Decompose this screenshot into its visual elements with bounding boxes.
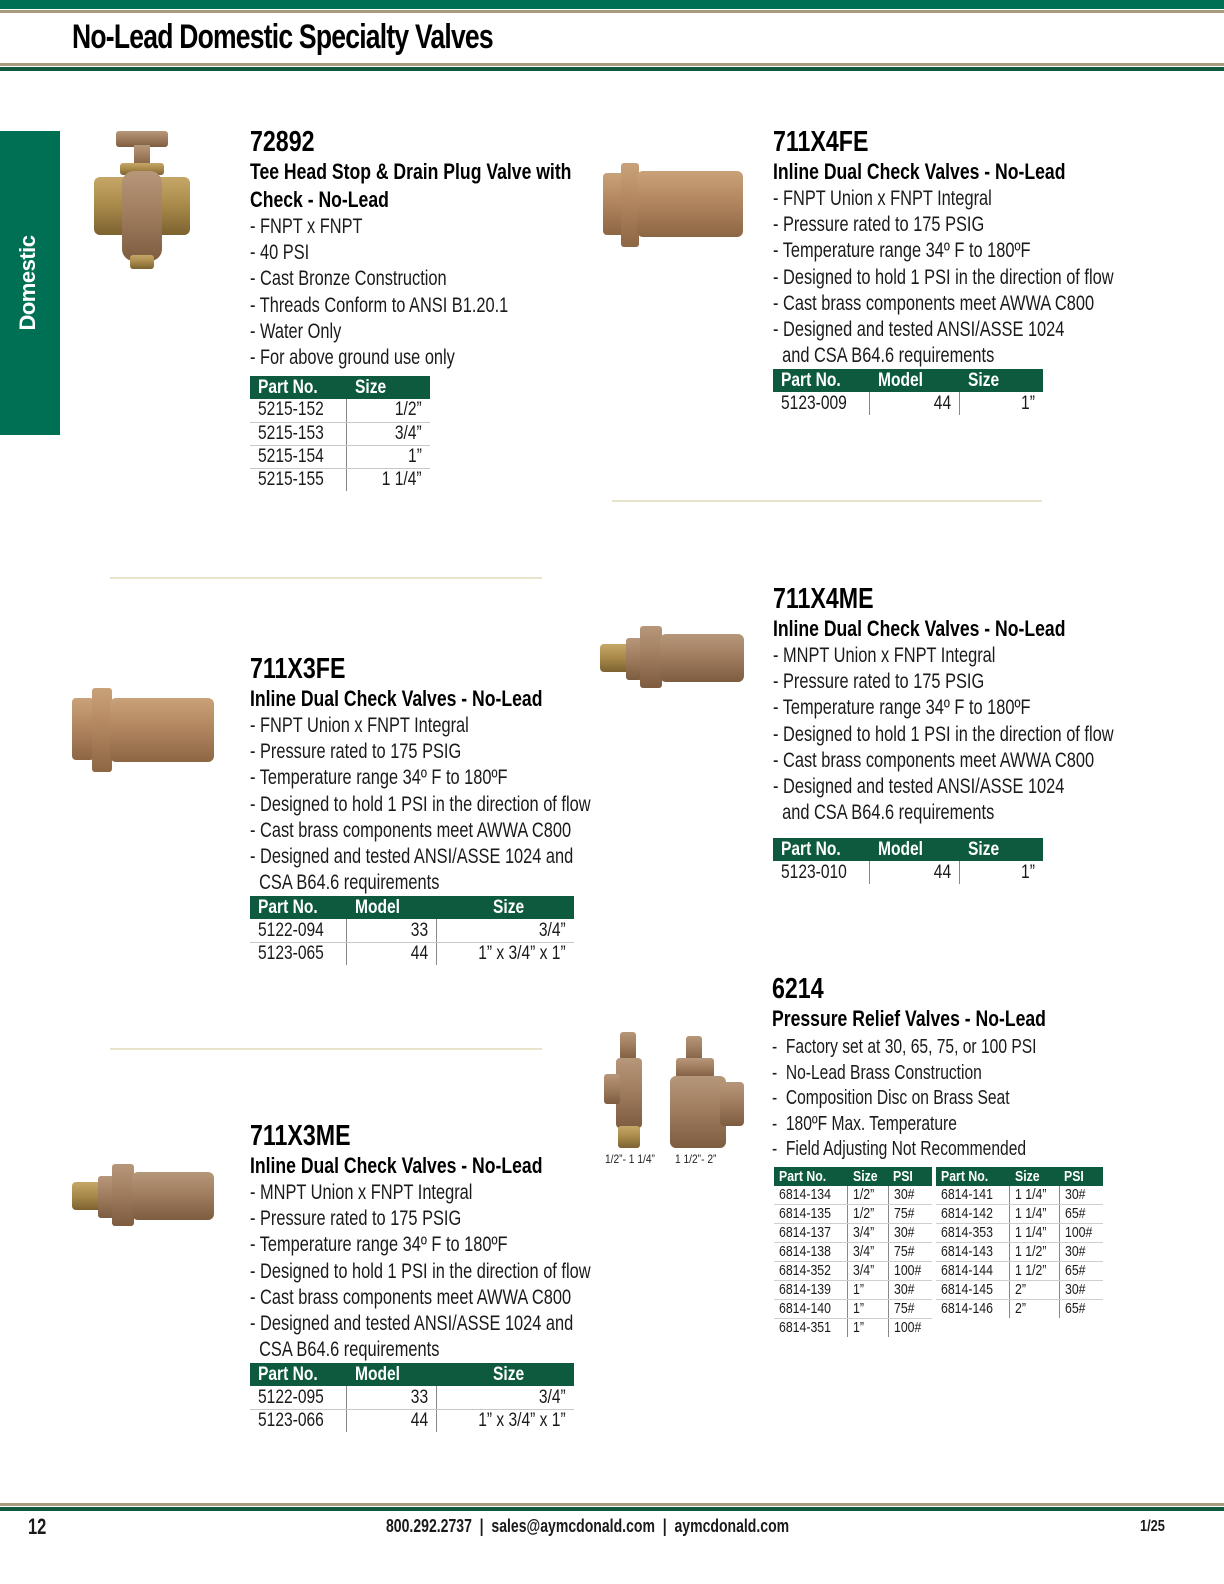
table-row: 5122-095 33 3/4” [250,1386,574,1409]
footer-contact: 800.292.2737 | sales@aymcdonald.com | aymcdonald.com [386,1516,790,1536]
product-code: 6214 [772,973,824,1005]
table-row: 6814-145 2” 30# [936,1281,1103,1300]
product-image-dual-check-fnpt-union [603,163,743,247]
header-band-tan [0,10,1224,13]
feature-item: - Designed and tested ANSI/ASSE 1024 and [250,844,574,868]
feature-item: - Cast brass components meet AWWA C800 [773,291,1095,315]
product-image-dual-check-mnpt-union [72,1164,214,1228]
feature-item: - Threads Conform to ANSI B1.20.1 [250,293,509,317]
section-divider [110,577,542,579]
feature-item: - Designed to hold 1 PSI in the direction of flow [250,1259,591,1283]
feature-item: - Designed to hold 1 PSI in the direction of flow [773,722,1114,746]
header-divider-green [0,67,1224,71]
feature-item: - Designed and tested ANSI/ASSE 1024 and [250,1311,574,1335]
product-code: 711X4FE [773,126,869,158]
feature-item: - Pressure rated to 175 PSIG [773,213,985,237]
product-image-pressure-relief-small [604,1032,654,1150]
feature-item: CSA B64.6 requirements [250,1338,440,1362]
column-header: Model [347,1363,437,1386]
table-row: 6814-135 1/2” 75# [774,1205,932,1224]
footer-divider-tan [0,1503,1224,1506]
column-header: PSI [888,1167,932,1186]
table-row: 5123-066 44 1” x 3/4” x 1” [250,1409,574,1432]
table-row: 6814-144 1 1/2” 65# [936,1262,1103,1281]
feature-item: - FNPT Union x FNPT Integral [250,714,469,737]
image-caption: 1 1/2”- 2” [675,1152,717,1166]
table-row: 6814-143 1 1/2” 30# [936,1243,1103,1262]
feature-item: - Temperature range 34º F to 180ºF [773,696,1031,720]
feature-item: - MNPT Union x FNPT Integral [250,1181,473,1204]
section-divider [612,500,1042,502]
product-image-dual-check-fnpt-union [72,688,214,772]
column-header: Size [437,896,574,919]
feature-item: - Designed to hold 1 PSI in the direction of flow [773,265,1114,289]
feature-item: - Temperature range 34º F to 180ºF [250,1233,508,1257]
table-row: 6814-141 1 1/4” 30# [936,1186,1103,1205]
page-title: No-Lead Domestic Specialty Valves [72,18,493,56]
parts-table-right [936,1167,1103,1318]
table-row: 5215-155 1 1/4” [250,468,430,491]
column-header: Size [960,369,1043,392]
column-header: PSI [1059,1167,1103,1186]
column-header: Size [960,838,1043,861]
table-row: 6814-139 1” 30# [774,1281,932,1300]
table-row: 6814-140 1” 75# [774,1300,932,1319]
table-row: 5215-154 1” [250,445,430,468]
feature-item: - Designed and tested ANSI/ASSE 1024 [773,774,1065,798]
parts-table [773,369,1043,415]
table-row: 6814-351 1” 100# [774,1319,932,1338]
feature-list [250,1180,687,1363]
parts-table-left [774,1167,932,1337]
feature-item: - Pressure rated to 175 PSIG [250,740,462,764]
table-row: 5122-094 33 3/4” [250,919,574,942]
table-row: 5123-010 44 1” [773,861,1043,884]
footer-divider-green [0,1507,1224,1511]
feature-item: - Cast brass components meet AWWA C800 [250,1285,572,1309]
column-header: Part No. [250,376,347,399]
product-title-cont: Check - No-Lead [250,187,389,212]
column-header: Size [1010,1167,1059,1186]
product-711X3ME [250,1120,687,1432]
section-tab-domestic [0,131,60,435]
table-row: 6814-146 2” 65# [936,1300,1103,1319]
feature-item: and CSA B64.6 requirements [773,344,995,368]
column-header: Part No. [250,896,347,919]
feature-item: - Temperature range 34º F to 180ºF [250,766,508,790]
feature-item: - Cast Bronze Construction [250,267,447,291]
table-row: 6814-137 3/4” 30# [774,1224,932,1243]
column-header: Size [347,376,430,399]
feature-list [772,1035,1114,1163]
image-caption: 1/2”- 1 1/4” [605,1152,655,1166]
parts-table [250,896,574,965]
product-711X4ME [773,583,1210,884]
table-row: 5215-152 1/2” [250,399,430,422]
table-row: 6814-138 3/4” 75# [774,1243,932,1262]
product-code: 711X3ME [250,1120,351,1152]
column-header: Part No. [773,838,870,861]
product-title: Inline Dual Check Valves - No-Lead [250,686,543,711]
feature-item: - Factory set at 30, 65, 75, or 100 PSI [772,1036,1037,1058]
product-image-tee-head-plug-valve [92,131,202,276]
product-title: Inline Dual Check Valves - No-Lead [250,1153,543,1178]
column-header: Part No. [774,1167,848,1186]
product-code: 711X3FE [250,653,346,685]
table-row: 5123-009 44 1” [773,392,1043,415]
feature-item: - Composition Disc on Brass Seat [772,1087,1010,1109]
feature-item: - Temperature range 34º F to 180ºF [773,239,1031,263]
column-header: Model [870,838,960,861]
feature-item: CSA B64.6 requirements [250,871,440,895]
section-divider [110,1048,542,1050]
product-711X4FE [773,126,1210,415]
product-code: 72892 [250,126,315,158]
feature-item: - Designed and tested ANSI/ASSE 1024 [773,317,1065,341]
table-row: 6814-134 1/2” 30# [774,1186,932,1205]
table-row: 6814-352 3/4” 100# [774,1262,932,1281]
product-image-dual-check-mnpt-union [600,626,744,690]
column-header: Model [347,896,437,919]
feature-list [773,186,1210,369]
product-6214 [772,973,1114,1163]
table-row: 5215-153 3/4” [250,422,430,445]
parts-table [250,376,430,491]
product-code: 711X4ME [773,583,874,615]
column-header: Part No. [936,1167,1010,1186]
table-row: 5123-065 44 1” x 3/4” x 1” [250,942,574,965]
product-711X3FE [250,653,687,965]
parts-table [250,1363,574,1432]
product-title: Tee Head Stop & Drain Plug Valve with [250,159,572,184]
feature-item: - FNPT x FNPT [250,215,363,238]
product-title: Pressure Relief Valves - No-Lead [772,1006,1046,1031]
feature-item: - 180ºF Max. Temperature [772,1112,957,1135]
section-tab-label: Domestic [15,235,40,331]
column-header: Model [870,369,960,392]
column-header: Part No. [773,369,870,392]
feature-item: and CSA B64.6 requirements [773,801,995,825]
column-header: Size [848,1167,888,1186]
feature-item: - MNPT Union x FNPT Integral [773,644,996,667]
feature-list [773,643,1210,826]
feature-item: - FNPT Union x FNPT Integral [773,187,992,210]
feature-item: - Cast brass components meet AWWA C800 [250,818,572,842]
feature-item: - Pressure rated to 175 PSIG [773,670,985,694]
column-header: Part No. [250,1363,347,1386]
parts-table [773,838,1043,884]
feature-list [250,713,687,896]
feature-item: - For above ground use only [250,345,455,369]
feature-item: - Cast brass components meet AWWA C800 [773,748,1095,772]
header-band-green [0,0,1224,9]
feature-item: - Field Adjusting Not Recommended [772,1138,1027,1160]
table-row: 6814-142 1 1/4” 65# [936,1205,1103,1224]
product-title: Inline Dual Check Valves - No-Lead [773,159,1066,184]
feature-item: - Designed to hold 1 PSI in the direction of flow [250,792,591,816]
feature-item: - No-Lead Brass Construction [772,1061,982,1084]
table-row: 6814-353 1 1/4” 100# [936,1224,1103,1243]
feature-item: - 40 PSI [250,241,310,265]
header-divider-tan [0,63,1224,66]
footer-date: 1/25 [1140,1518,1165,1535]
column-header: Size [437,1363,574,1386]
product-image-pressure-relief-large [670,1036,746,1150]
feature-item: - Pressure rated to 175 PSIG [250,1207,462,1231]
product-title: Inline Dual Check Valves - No-Lead [773,616,1066,641]
page-number: 12 [28,1514,47,1539]
feature-item: - Water Only [250,319,342,343]
